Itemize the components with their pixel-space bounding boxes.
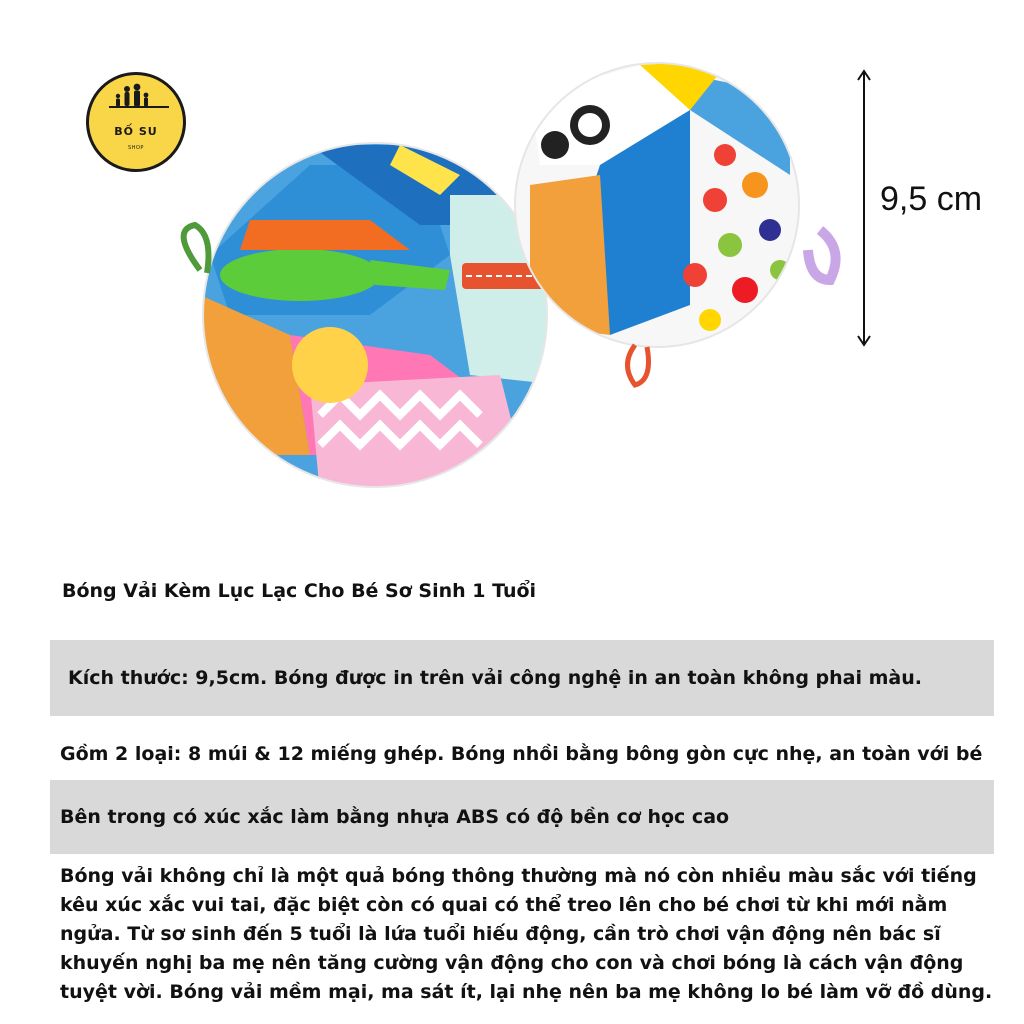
product-title: Bóng Vải Kèm Lục Lạc Cho Bé Sơ Sinh 1 Tuổi [62, 580, 537, 602]
spec-size-row [50, 640, 994, 716]
dimension-arrow-icon [852, 68, 876, 350]
logo-name: BỐ SU [114, 125, 158, 138]
product-photo [170, 55, 860, 495]
spec-size-text: Kích thước: 9,5cm. Bóng được in trên vải công nghệ in an toàn không phai màu. [68, 667, 922, 689]
spec-inside-text: Bên trong có xúc xắc làm bằng nhựa ABS có độ bền cơ học cao [60, 806, 730, 828]
spec-inside-row [50, 780, 994, 854]
product-description: Bóng vải không chỉ là một quả bóng thông thường mà nó còn nhiều màu sắc với tiếng kêu xúc xắc vui tai, đặc biệt còn có quai có thể treo lên cho bé chơi từ khi mới nằm ngửa. Từ sơ sinh đến 5 tuổi là lứa tuổi hiếu động, cần trò chơi vận động nên bác sĩ khuyến nghị ba mẹ nên tăng cường vận động cho con và chơi bóng là cách vận động tuyệt vời. Bóng vải mềm mại, ma sát ít, lại nhẹ nên ba mẹ không lo bé làm vỡ đồ dùng. [60, 865, 993, 1003]
logo-subtitle: SHOP [128, 145, 144, 151]
spec-types-row [50, 732, 994, 776]
spec-types-text: Gồm 2 loại: 8 múi & 12 miếng ghép. Bóng nhồi bằng bông gòn cực nhẹ, an toàn với bé [60, 743, 983, 765]
dimension-label: 9,5 cm [880, 180, 983, 218]
